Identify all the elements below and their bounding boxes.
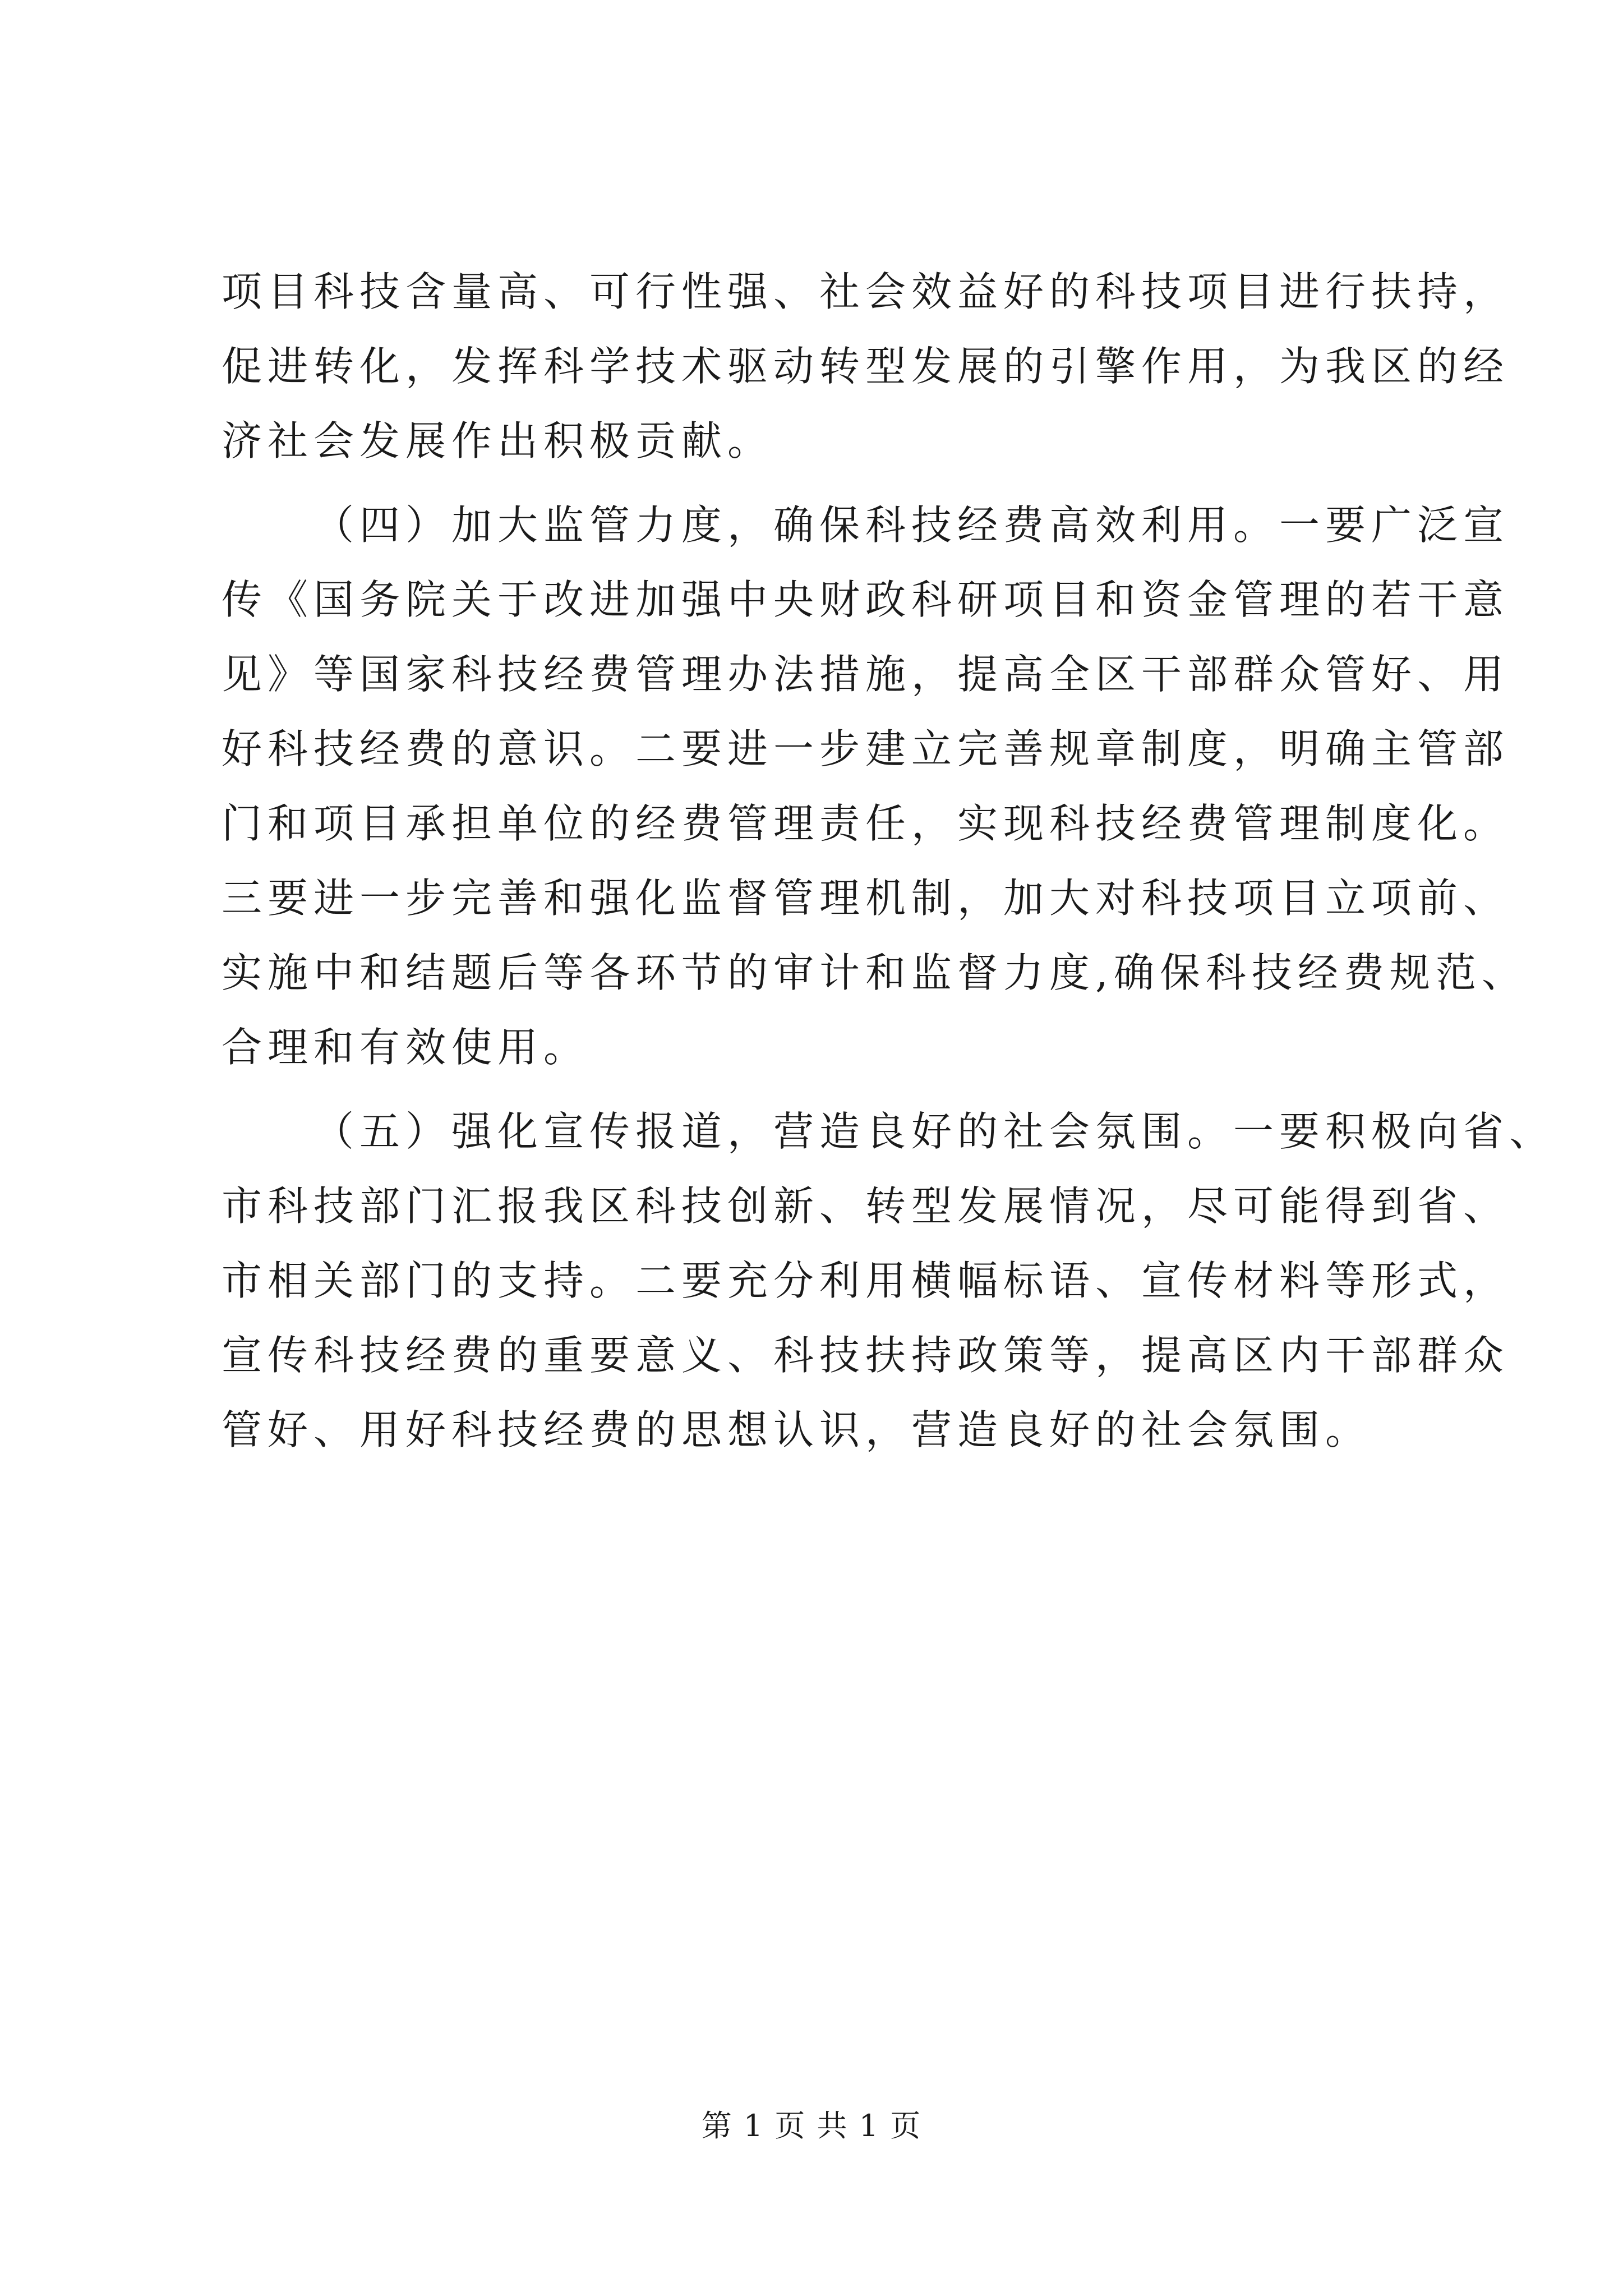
text-line: （五）强化宣传报道，营造良好的社会氛围。一要积极向省、 xyxy=(313,1108,1556,1155)
paragraph-section-five xyxy=(222,1094,1556,1467)
text-line: 好科技经费的意识。二要进一步建立完善规章制度，明确主管部 xyxy=(222,725,1510,772)
page-number-footer: 第 1 页 共 1 页 xyxy=(701,2108,922,2143)
text-line: 见》等国家科技经费管理办法措施，提高全区干部群众管好、用 xyxy=(222,651,1510,698)
text-line: 传《国务院关于改进加强中央财政科研项目和资金管理的若干意 xyxy=(222,576,1510,623)
text-line: 市相关部门的支持。二要充分利用横幅标语、宣传材料等形式， xyxy=(222,1257,1510,1304)
text-line: 促进转化，发挥科学技术驱动转型发展的引擎作用，为我区的经 xyxy=(222,343,1510,390)
text-line: 三要进一步完善和强化监督管理机制，加大对科技项目立项前、 xyxy=(222,875,1510,922)
text-line: 门和项目承担单位的经费管理责任，实现科技经费管理制度化。 xyxy=(222,800,1510,847)
text-line: 济社会发展作出积极贡献。 xyxy=(222,417,774,464)
text-line: 实施中和结题后等各环节的审计和监督力度,确保科技经费规范、 xyxy=(222,949,1528,996)
text-line: 合理和有效使用。 xyxy=(222,1024,590,1071)
text-line: 管好、用好科技经费的思想认识，营造良好的社会氛围。 xyxy=(222,1406,1372,1453)
text-line: 市科技部门汇报我区科技创新、转型发展情况，尽可能得到省、 xyxy=(222,1182,1510,1230)
paragraph-section-four xyxy=(222,488,1528,1085)
text-line: 宣传科技经费的重要意义、科技扶持政策等，提高区内干部群众 xyxy=(222,1332,1510,1379)
text-line: 项目科技含量高、可行性强、社会效益好的科技项目进行扶持， xyxy=(222,268,1510,315)
paragraph-continuation xyxy=(222,255,1510,478)
text-line: （四）加大监管力度，确保科技经费高效利用。一要广泛宣 xyxy=(313,501,1510,549)
document-body xyxy=(222,255,1556,1467)
